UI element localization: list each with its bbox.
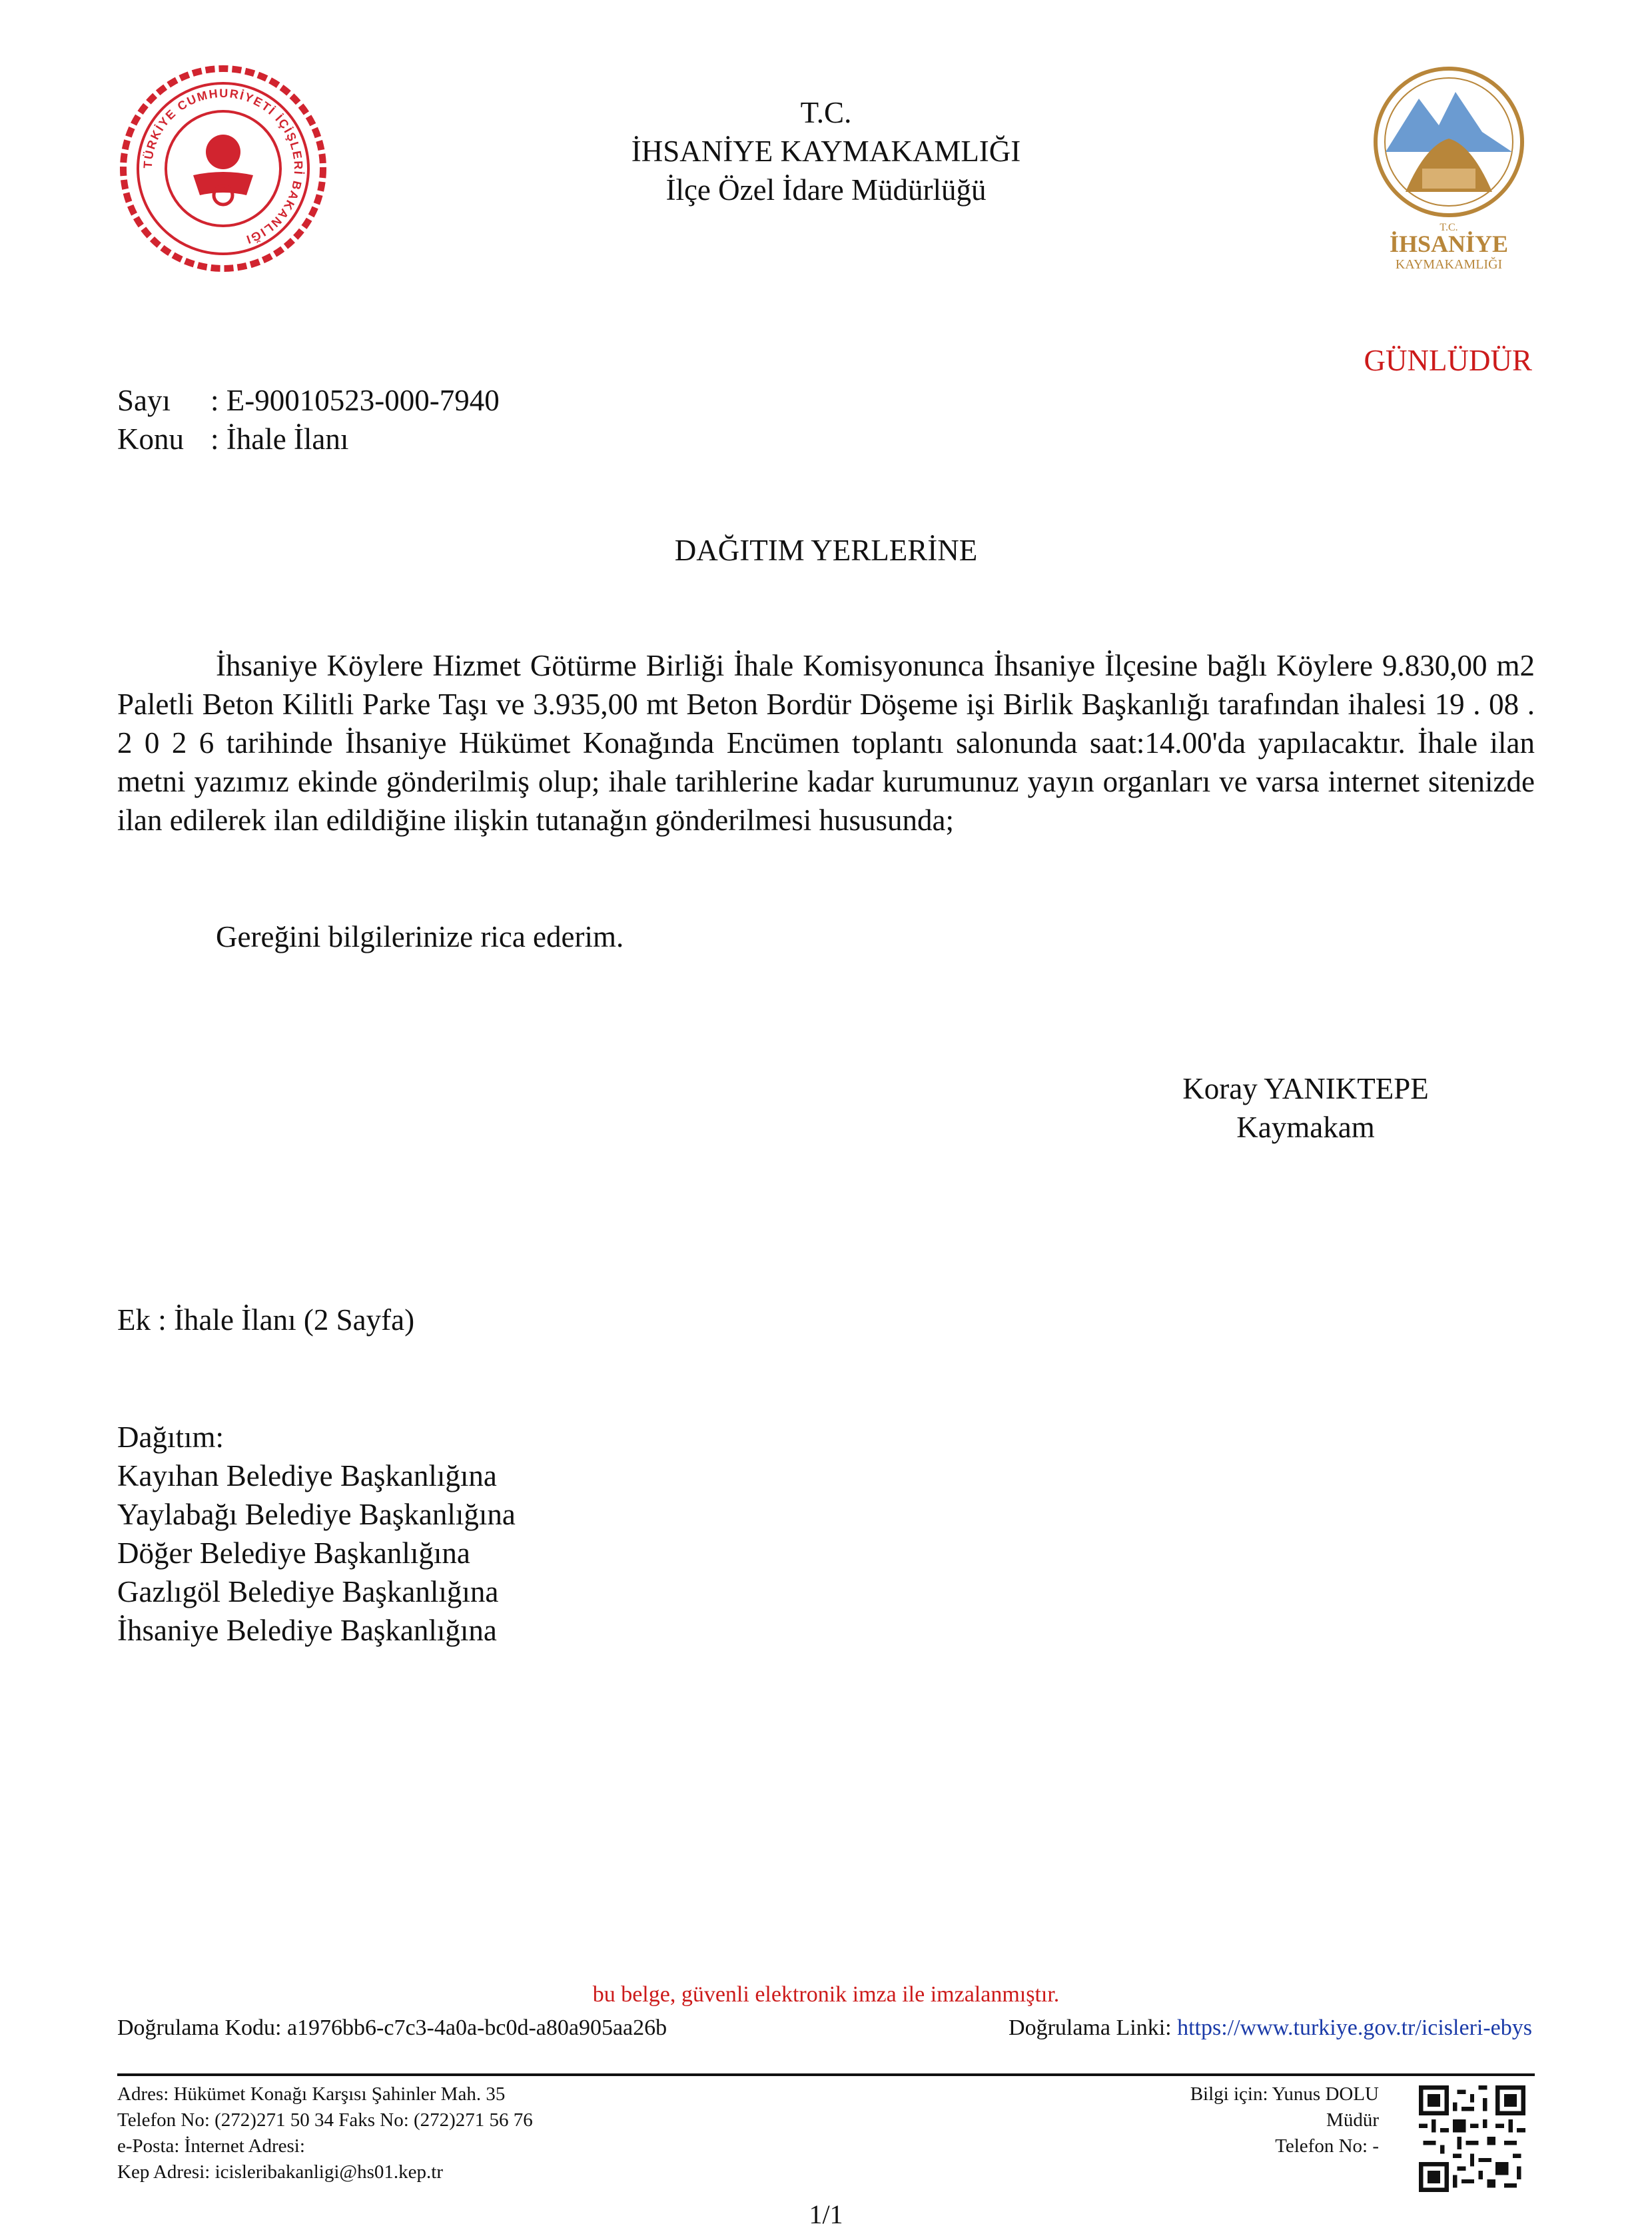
urgency-label: GÜNLÜDÜR — [1364, 344, 1532, 377]
verification-code: Doğrulama Kodu: a1976bb6-c7c3-4a0a-bc0d-a80a905aa26b — [117, 2015, 667, 2040]
body-paragraph: İhsaniye Köylere Hizmet Götürme Birliği İhale Komisyonunca İhsaniye İlçesine bağlı Köylere 9.830,00 m2 Paletli Beton Kilitli Parke Taşı ve 3.935,00 mt Beton Bordür Döşeme işi Birlik Başkanlığı tarafından ihalesi 19 . 08 . 2 0 2 6 tarihinde İhsaniye Hükümet Konağında Encümen toplantı salonunda saat:14.00'da yapılacaktır. İhale ilan metni yazımız ekinde gönderilmiş olup; ihale tarihlerine kadar kurumunuz yayın organları ve varsa internet sitenizde ilan edilerek ilan edildiğine ilişkin tutanağın gönderilmesi hususunda; — [117, 649, 1535, 837]
header-department: İlçe Özel İdare Müdürlüğü — [665, 173, 987, 207]
attachment-line: Ek : İhale İlanı (2 Sayfa) — [117, 1303, 415, 1337]
info-title: Müdür — [1326, 2109, 1379, 2131]
subject-row — [117, 420, 500, 458]
letter-body — [117, 646, 1535, 839]
document-meta — [117, 381, 500, 458]
footer-address: Adres: Hükümet Konağı Karşısı Şahinler Mah. 35 — [117, 2083, 506, 2105]
distribution-list — [117, 1418, 516, 1650]
signer-title: Kaymakam — [1236, 1111, 1375, 1144]
signer-name: Koray YANIKTEPE — [1182, 1072, 1429, 1105]
distribution-item: Gazlıgöl Belediye Başkanlığına — [117, 1575, 499, 1608]
page-number: 1/1 — [809, 2199, 843, 2229]
footer-phone: Telefon No: (272)271 50 34 Faks No: (272)271 56 76 — [117, 2109, 533, 2131]
info-contact: Bilgi için: Yunus DOLU — [1190, 2083, 1379, 2105]
header-institution: İHSANİYE KAYMAKAMLIĞI — [631, 135, 1021, 168]
reference-number-row — [117, 381, 500, 420]
subject-value: : İhale İlanı — [210, 422, 349, 456]
distribution-label: Dağıtım: — [117, 1420, 224, 1454]
signature-block — [1106, 1069, 1505, 1147]
distribution-item: İhsaniye Belediye Başkanlığına — [117, 1614, 497, 1647]
footer-kep: Kep Adresi: icisleribakanligi@hs01.kep.tr — [117, 2161, 443, 2183]
header-tc: T.C. — [800, 96, 852, 129]
qr-code-icon — [1419, 2085, 1525, 2192]
svg-text:TÜRKİYE CUMHURİYETİ İÇİŞLERİ B: TÜRKİYE CUMHURİYETİ İÇİŞLERİ BAKANLIĞI — [141, 86, 306, 247]
svg-text:T.C.: T.C. — [1440, 222, 1458, 233]
closing-sentence: Gereğini bilgilerinize rica ederim. — [216, 920, 624, 953]
reference-value: : E-90010523-000-7940 — [210, 384, 500, 417]
verification-link-block — [1009, 2015, 1532, 2041]
footer-divider — [117, 2073, 1535, 2076]
verification-link[interactable]: https://www.turkiye.gov.tr/icisleri-ebys — [1177, 2015, 1532, 2040]
e-signature-note: bu belge, güvenli elektronik imza ile imzalanmıştır. — [592, 1982, 1060, 2007]
svg-text:İHSANİYE: İHSANİYE — [1389, 231, 1509, 257]
document-header — [0, 93, 1652, 209]
addressee: DAĞITIM YERLERİNE — [674, 534, 978, 567]
reference-label: Sayı — [117, 384, 171, 417]
distribution-item: Kayıhan Belediye Başkanlığına — [117, 1459, 497, 1492]
distribution-item: Yaylabağı Belediye Başkanlığına — [117, 1498, 516, 1531]
info-phone: Telefon No: - — [1275, 2135, 1379, 2157]
footer-contact — [117, 2081, 533, 2185]
svg-text:KAYMAKAMLIĞI: KAYMAKAMLIĞI — [1395, 257, 1503, 272]
subject-label: Konu — [117, 422, 184, 456]
footer-info — [1190, 2081, 1379, 2159]
distribution-item: Döğer Belediye Başkanlığına — [117, 1536, 470, 1570]
verification-link-label: Doğrulama Linki: — [1009, 2015, 1178, 2040]
footer-email: e-Posta: İnternet Adresi: — [117, 2135, 305, 2157]
